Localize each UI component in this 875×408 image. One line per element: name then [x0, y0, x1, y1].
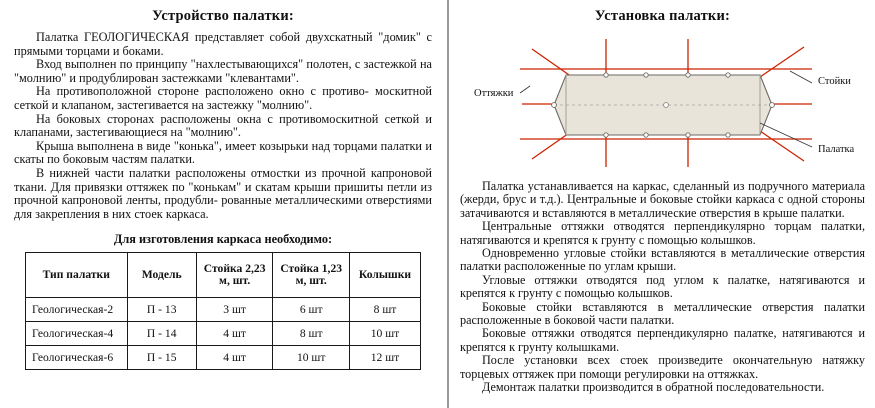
paragraph-construction-6: В нижней части палатки расположены отмостки из прочной капроновой ткани. Для привязки оттяжек по "конькам" и скатам крыши пришиты петли из прочной капроновой ленты, продубли- рованные металлическими отверстиями для закрепления в них стоек каркаса. [14, 165, 432, 221]
paragraph-construction-4: На боковых сторонах расположены окна с противомоскитной сеткой и клапанами, застегивающиеся на "молнию". [14, 111, 432, 140]
th-pole-123: Стойка 1,23 м, шт. [273, 253, 350, 298]
th-model: Модель [127, 253, 196, 298]
setup-instructions [460, 180, 865, 395]
cell-tent-type: Геологическая-6 [26, 346, 128, 370]
diagram-label-poles: Стойки [818, 76, 851, 87]
diagram-label-guylines: Оттяжки [474, 88, 514, 99]
paragraph-construction-2: Вход выполнен по принципу "нахлестывающихся" полотен, с застежкой на "молнию" и продублирован застежками "клевантами". [14, 57, 432, 85]
cell-pole-123: 8 шт [273, 322, 350, 346]
tent-setup-diagram [460, 31, 872, 176]
cell-tent-type: Геологическая-4 [26, 322, 128, 346]
cell-model: П - 15 [127, 346, 196, 370]
cell-pegs: 10 шт [349, 322, 420, 346]
table-row [26, 298, 421, 322]
frame-parts-table [25, 252, 421, 370]
paragraph-setup-7: После установки всех стоек произведите окончательную натяжку торцевых оттяжек при помощи регулировки на оттяжках. [460, 353, 865, 381]
paragraph-setup-1: Палатка устанавливается на каркас, сделанный из подручного материала (жерди, брус и т.д.). Центральные и боковые стойки каркаса с одной стороны затачиваются и вставляются в металлические отверстия в крыше палатки. [460, 179, 865, 220]
right-column [452, 0, 875, 408]
table-row [26, 322, 421, 346]
cell-tent-type: Геологическая-2 [26, 298, 128, 322]
paragraph-construction-1: Палатка ГЕОЛОГИЧЕСКАЯ представляет собой двухскатный "домик" с прямыми торцами и боками. [14, 30, 432, 58]
cell-pole-223: 4 шт [196, 322, 273, 346]
paragraph-construction-3: На противоположной стороне расположено окно с противо- москитной сеткой и клапаном, застегивается на застежку "молнию". [14, 84, 432, 112]
cell-pole-223: 4 шт [196, 346, 273, 370]
paragraph-setup-4: Угловые оттяжки отводятся под углом к палатке, натягиваются и крепятся к грунту с помощью колышков. [460, 272, 865, 301]
th-pegs: Колышки [349, 253, 420, 298]
left-section-title: Устройство палатки: [152, 8, 294, 24]
column-divider [447, 0, 449, 408]
paragraph-setup-8: Демонтаж палатки производится в обратной последовательности. [482, 380, 825, 395]
th-pole-223: Стойка 2,23 м, шт. [196, 253, 273, 298]
diagram-label-tent: Палатка [818, 144, 855, 155]
cell-model: П - 14 [127, 322, 196, 346]
cell-pegs: 8 шт [349, 298, 420, 322]
cell-model: П - 13 [127, 298, 196, 322]
table-row [26, 346, 421, 370]
cell-pole-123: 10 шт [273, 346, 350, 370]
cell-pole-223: 3 шт [196, 298, 273, 322]
right-section-title: Установка палатки: [594, 8, 731, 24]
cell-pole-123: 6 шт [273, 298, 350, 322]
table-header-row [26, 253, 421, 298]
cell-pegs: 12 шт [349, 346, 420, 370]
table-caption: Для изготовления каркаса необходимо: [113, 232, 333, 247]
paragraph-setup-2: Центральные оттяжки отводятся перпендикулярно торцам палатки, натягиваются и крепятся к грунту с помощью колышков. [460, 219, 865, 247]
th-tent-type: Тип палатки [26, 253, 128, 298]
paragraph-setup-6: Боковые оттяжки отводятся перпендикулярно палатке, натягиваются и крепятся к грунту колышками. [460, 326, 865, 354]
paragraph-setup-3: Одновременно угловые стойки вставляются в металлические отверстия палатки расположенные по углам крыши. [460, 246, 865, 274]
paragraph-setup-5: Боковые стойки вставляются в металлические отверстия палатки расположенные в боковой части палатки. [460, 299, 865, 328]
paragraph-construction-5: Крыша выполнена в виде "конька", имеет козырьки над торцами палатки и скаты по боковым частям палатки. [14, 138, 432, 167]
